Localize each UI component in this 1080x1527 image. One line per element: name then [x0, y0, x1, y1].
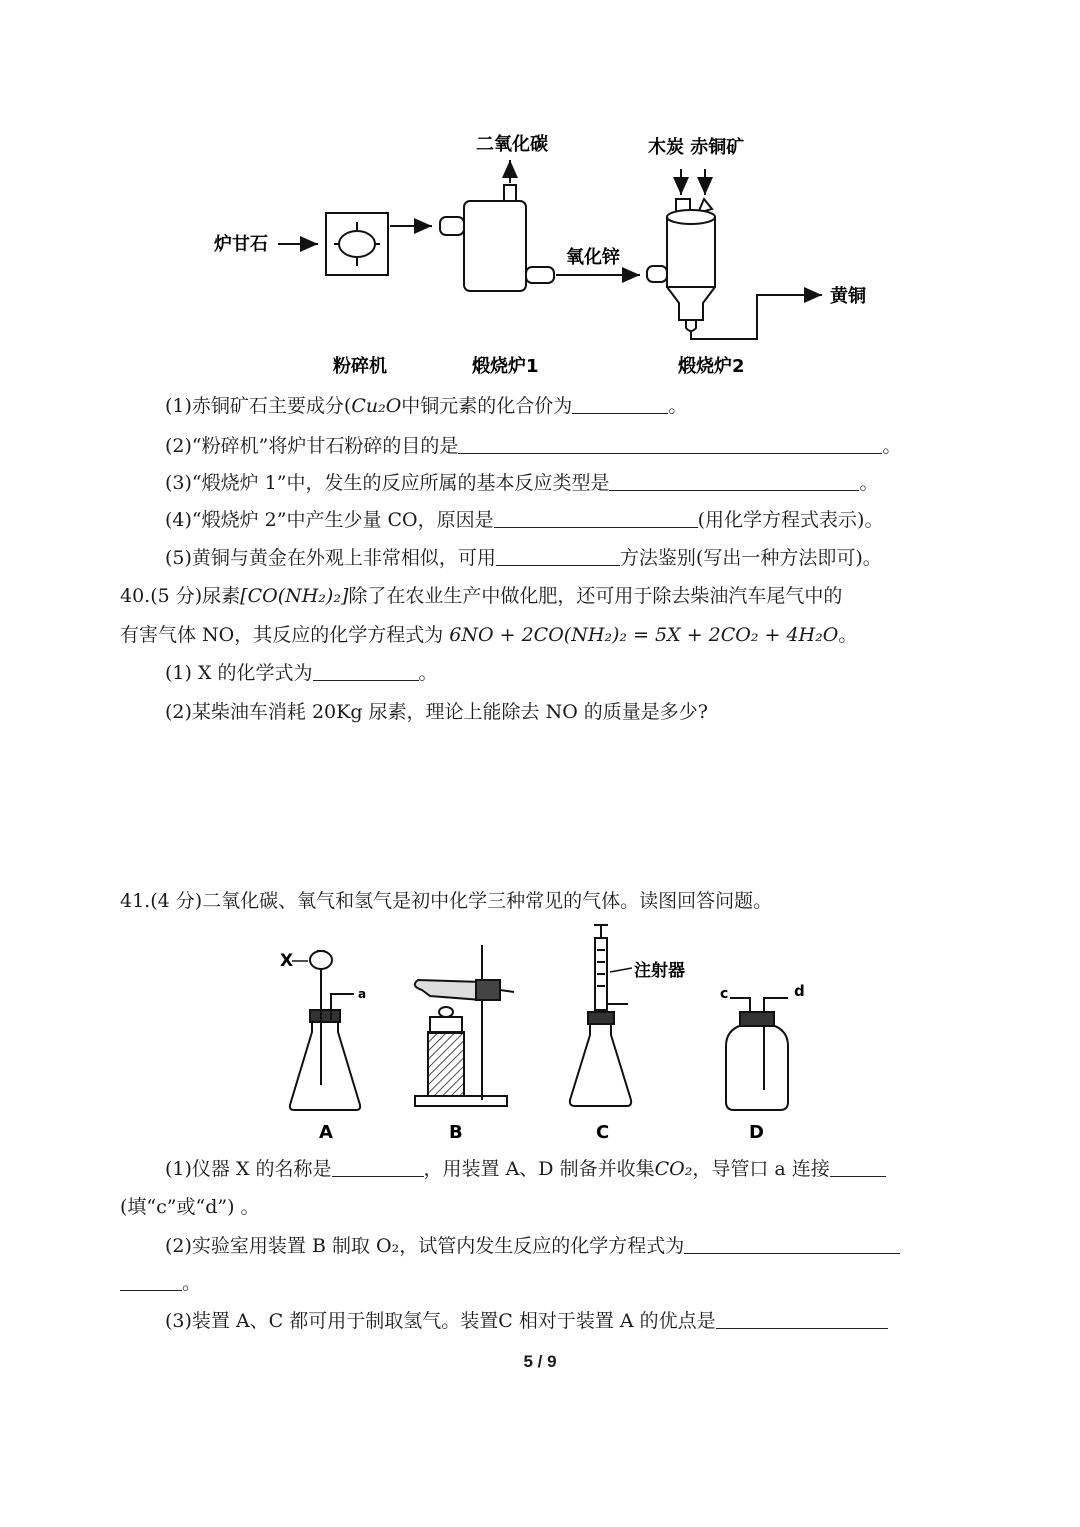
answer-blank[interactable] [332, 1156, 424, 1177]
process-flow-diagram [200, 125, 900, 385]
port-a-label: a [358, 987, 367, 1001]
apparatus-d [726, 998, 788, 1110]
furnace-2-icon [647, 199, 715, 331]
reaction-equation: 6NO + 2CO(NH₂)₂ = 5X + 2CO₂ + 4H₂O [449, 624, 839, 646]
q41-p3: (3)装置 A、C 都可用于制取氢气。装置C 相对于装置 A 的优点是 [165, 1308, 888, 1334]
urea-formula: [CO(NH₂)₂] [240, 585, 349, 607]
apparatus-c [570, 925, 631, 1106]
q39-p3: (3)“煅烧炉 1”中，发生的反应所属的基本反应类型是 。 [165, 472, 879, 494]
answer-blank[interactable] [609, 470, 859, 491]
answer-blank[interactable] [120, 1270, 182, 1291]
apparatus-b [415, 945, 514, 1106]
x-label: X [280, 951, 294, 971]
q39-p4: (4)“煅烧炉 2”中产生少量 CO，原因是 (用化学方程式表示)。 [165, 509, 884, 531]
page-number: 5 / 9 [523, 1352, 557, 1371]
q39-p1: (1)赤铜矿石主要成分(Cu₂O中铜元素的化合价为 。 [165, 395, 688, 417]
cu2o-formula: Cu₂O [351, 395, 402, 417]
q41-intro: 41.(4 分)二氧化碳、氧气和氢气是初中化学三种常见的气体。读图回答问题。 [120, 890, 773, 912]
port-c-label: c [720, 986, 729, 1002]
label-crusher: 粉碎机 [333, 356, 387, 377]
label-co2: 二氧化碳 [476, 134, 548, 155]
answer-blank[interactable] [458, 433, 882, 454]
q41-p2: (2)实验室用装置 B 制取 O₂，试管内发生反应的化学方程式为 [165, 1233, 900, 1259]
co2-formula: CO₂ [654, 1158, 693, 1180]
syringe-label: 注射器 [634, 961, 685, 981]
q40-p1: (1) X 的化学式为 。 [165, 662, 438, 684]
q39-p2: (2)“粉碎机”将炉甘石粉碎的目的是 。 [165, 435, 902, 457]
label-zinc-oxide: 氧化锌 [566, 247, 620, 268]
q40-p2: (2)某柴油车消耗 20Kg 尿素，理论上能除去 NO 的质量是多少? [165, 701, 708, 723]
apparatus-label-c: C [596, 1122, 610, 1143]
answer-blank[interactable] [684, 1233, 900, 1254]
q39-p5: (5)黄铜与黄金在外观上非常相似，可用 方法鉴别(写出一种方法即可)。 [165, 547, 882, 569]
q40-line2: 有害气体 NO，其反应的化学方程式为 6NO + 2CO(NH₂)₂ = 5X + 2CO₂ + 4H₂O。 [120, 624, 858, 646]
apparatus-label-d: D [749, 1122, 764, 1143]
port-d-label: d [794, 982, 805, 1000]
label-lu-gan-shi: 炉甘石 [214, 234, 268, 255]
answer-blank[interactable] [572, 393, 668, 414]
q41-p1-cont: (填“c”或“d”) 。 [120, 1196, 260, 1218]
crusher-icon [326, 213, 388, 275]
label-furnace-1: 煅烧炉1 [472, 356, 539, 377]
answer-blank[interactable] [830, 1156, 886, 1177]
answer-blank[interactable] [313, 660, 419, 681]
apparatus-label-a: A [319, 1122, 333, 1143]
q40-line1: 40.(5 分)尿素[CO(NH₂)₂]除了在农业生产中做化肥，还可用于除去柴油汽车尾气中的 [120, 585, 843, 607]
label-furnace-2: 煅烧炉2 [678, 356, 745, 377]
answer-blank[interactable] [494, 507, 698, 528]
label-brass: 黄铜 [830, 286, 866, 307]
q41-p2-cont: 。 [120, 1270, 201, 1296]
apparatus-a [290, 951, 360, 1110]
answer-blank[interactable] [496, 545, 620, 566]
furnace-1-icon [440, 185, 554, 291]
q41-p1: (1)仪器 X 的名称是 ，用装置 A、D 制备并收集CO₂，导管口 a 连接 [165, 1156, 886, 1182]
answer-blank[interactable] [716, 1308, 888, 1329]
label-charcoal-cuprite: 木炭 赤铜矿 [648, 137, 745, 158]
lab-apparatus-diagram [270, 920, 830, 1145]
apparatus-label-b: B [449, 1122, 463, 1143]
